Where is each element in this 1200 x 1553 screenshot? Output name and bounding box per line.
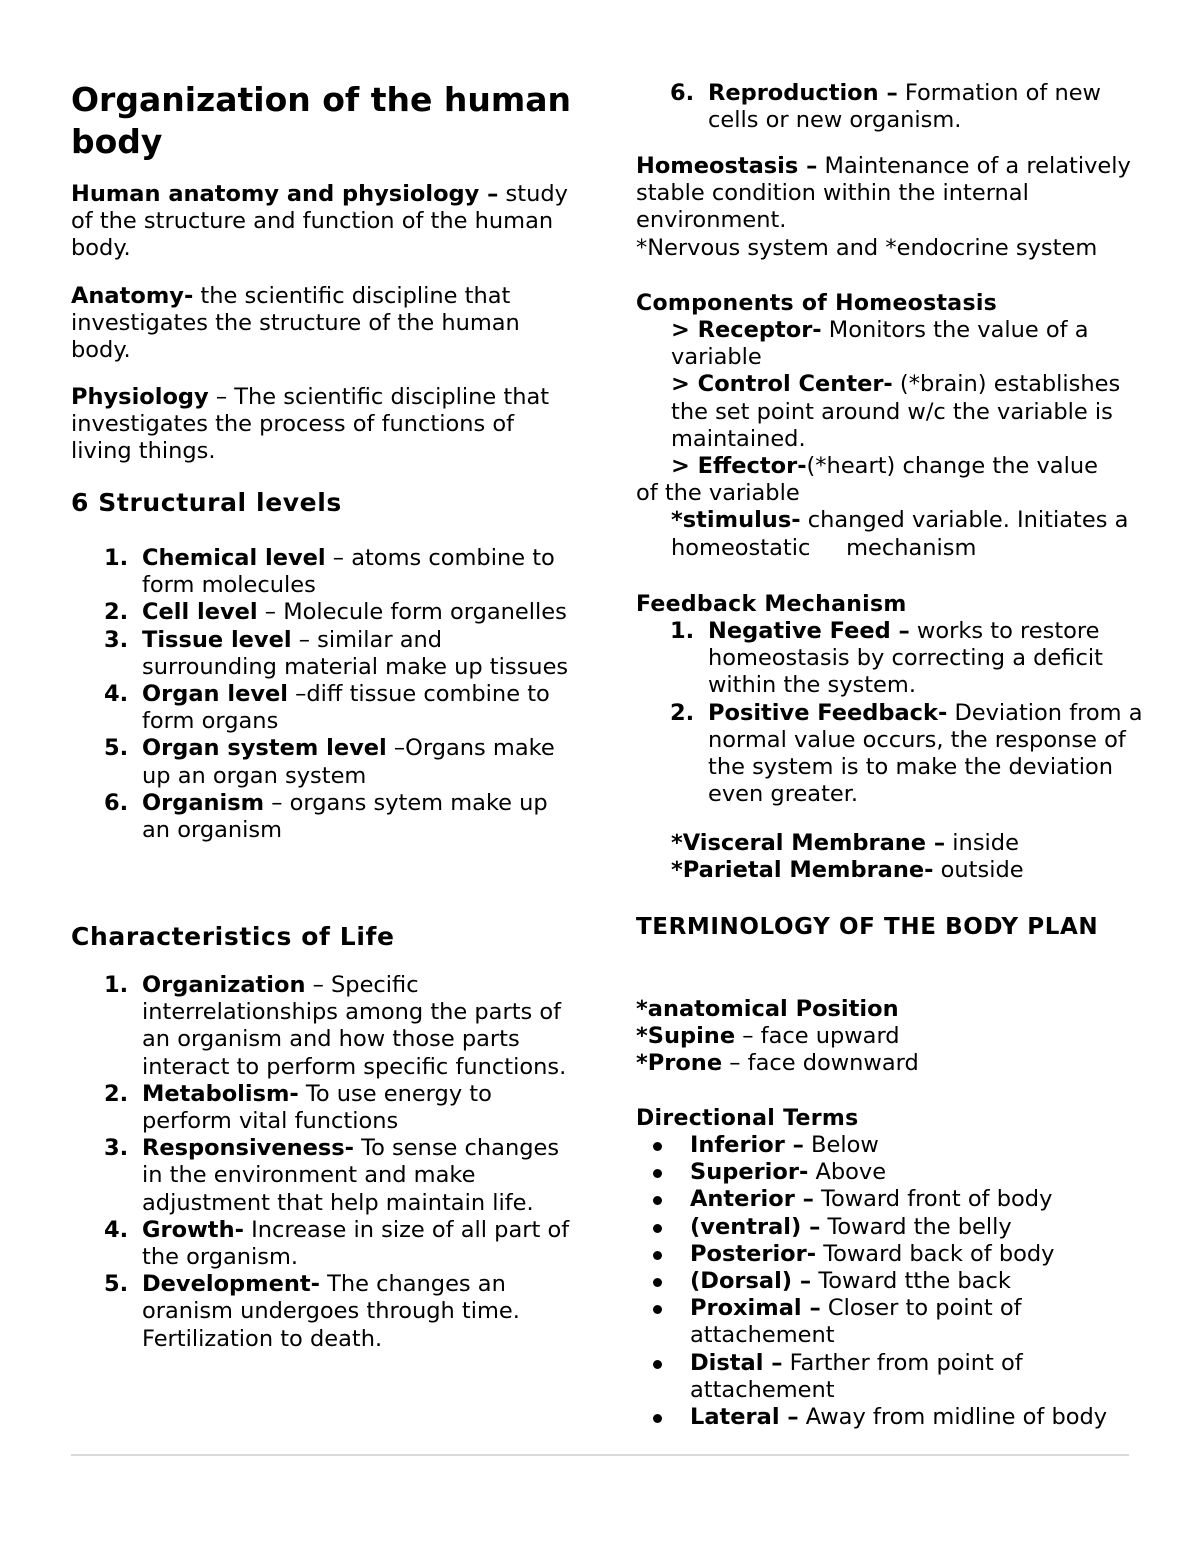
list-item: 2. Positive Feedback- Deviation from a normal value occurs, the response of the system is to make the deviation even greater. xyxy=(670,699,1143,808)
position-item: *Prone – face downward xyxy=(636,1050,919,1077)
receptor-item: > Receptor- Monitors the value of a variable xyxy=(671,317,1089,371)
definition: Maintenance of a relatively stable condition within the internal environment. xyxy=(636,153,1131,234)
list-item: 1. Organization – Specific interrelationships among the parts of an organism and how those parts interact to perform specific functions. xyxy=(104,972,567,1080)
definition: study of the structure and function of the human body. xyxy=(71,181,568,262)
list-item: Proximal – Closer to point of attachement xyxy=(636,1295,1156,1349)
stimulus-item: *stimulus- changed variable. Initiates a homeostatic mechanism xyxy=(671,507,1136,561)
term: Homeostasis – xyxy=(636,153,818,179)
list-item: 4. Organ level –diff tissue combine to form organs xyxy=(104,681,550,735)
bullet-icon xyxy=(653,1414,662,1423)
components-section xyxy=(636,290,1156,562)
feedback-section xyxy=(636,591,1156,808)
feedback-heading: Feedback Mechanism xyxy=(636,592,907,617)
membranes xyxy=(636,830,1156,884)
characteristics-list xyxy=(71,972,581,1353)
terminology-heading: TERMINOLOGY OF THE BODY PLAN xyxy=(636,914,1099,940)
list-item: 1. Negative Feed – works to restore homeostasis by correcting a deficit within the system. xyxy=(670,618,1103,699)
parietal-membrane: *Parietal Membrane- outside xyxy=(671,857,1024,884)
bullet-icon xyxy=(653,1360,662,1369)
list-item: (ventral) – Toward the belly xyxy=(636,1214,1156,1241)
bullet-icon xyxy=(653,1169,662,1178)
components-heading: Components of Homeostasis xyxy=(636,291,998,316)
positions xyxy=(636,996,1156,1078)
effector-item: > Effector-(*heart) change the value of the variable xyxy=(636,453,1098,507)
intro-anatomy xyxy=(71,283,581,365)
characteristics-list-continued xyxy=(636,80,1156,134)
directional-section xyxy=(636,1105,1156,1431)
page-divider xyxy=(71,1454,1129,1456)
bullet-icon xyxy=(653,1142,662,1151)
list-item: 5. Development- The changes an oranism undergoes through time. Fertilization to death. xyxy=(104,1271,520,1352)
list-item: Distal – Farther from point of attachement xyxy=(636,1350,1156,1404)
structural-levels-list xyxy=(71,545,581,844)
position-item: *anatomical Position xyxy=(636,996,899,1022)
homeostasis-note: *Nervous system and *endocrine system xyxy=(636,234,1098,261)
term: Anatomy- xyxy=(71,283,194,309)
definition: the scientific discipline that investigates the structure of the human body. xyxy=(71,283,520,364)
list-item: 5. Organ system level –Organs make up an organ system xyxy=(104,735,555,789)
list-item: Posterior- Toward back of body xyxy=(636,1241,1156,1268)
structural-levels-heading: 6 Structural levels xyxy=(71,488,342,517)
page-title: Organization of the human body xyxy=(71,80,572,161)
list-item: 6. Reproduction – Formation of new cells or new organism. xyxy=(670,80,1101,134)
list-item: 6. Organism – organs sytem make up an organism xyxy=(104,789,548,844)
list-item: Inferior – Below xyxy=(636,1132,1156,1159)
list-item: Lateral – Away from midline of body xyxy=(636,1404,1156,1431)
list-item: Anterior – Toward front of body xyxy=(636,1186,1156,1213)
control-center-item: > Control Center- (*brain) establishes the set point around w/c the variable is maintained. xyxy=(671,371,1121,452)
directional-heading: Directional Terms xyxy=(636,1106,859,1131)
list-item: 4. Growth- Increase in size of all part of the organism. xyxy=(104,1216,570,1271)
list-item: 2. Metabolism- To use energy to perform vital functions xyxy=(104,1080,492,1135)
list-item: 2. Cell level – Molecule form organelles xyxy=(104,599,567,626)
list-item: 3. Responsiveness- To sense changes in the environment and make adjustment that help maintain life. xyxy=(104,1135,560,1216)
characteristics-heading: Characteristics of Life xyxy=(71,922,395,951)
list-item: 1. Chemical level – atoms combine to form molecules xyxy=(104,545,555,599)
bullet-icon xyxy=(653,1305,662,1314)
definition: – The scientific discipline that investigates the process of functions of living things. xyxy=(71,384,550,465)
intro-hap xyxy=(71,181,581,263)
list-item: 3. Tissue level – similar and surrounding material make up tissues xyxy=(104,626,569,680)
bullet-icon xyxy=(653,1251,662,1260)
bullet-icon xyxy=(653,1196,662,1205)
list-item: Superior- Above xyxy=(636,1159,1156,1186)
visceral-membrane: *Visceral Membrane – inside xyxy=(671,830,1019,856)
directional-list xyxy=(636,1132,1156,1431)
bullet-icon xyxy=(653,1278,662,1287)
list-item: (Dorsal) – Toward tthe back xyxy=(636,1268,1156,1295)
intro-physiology xyxy=(71,384,581,466)
homeostasis-definition xyxy=(636,153,1156,262)
term: Physiology xyxy=(71,384,209,410)
feedback-list xyxy=(636,618,1156,808)
term: Human anatomy and physiology – xyxy=(71,181,499,207)
bullet-icon xyxy=(653,1224,662,1233)
position-item: *Supine – face upward xyxy=(636,1023,900,1050)
